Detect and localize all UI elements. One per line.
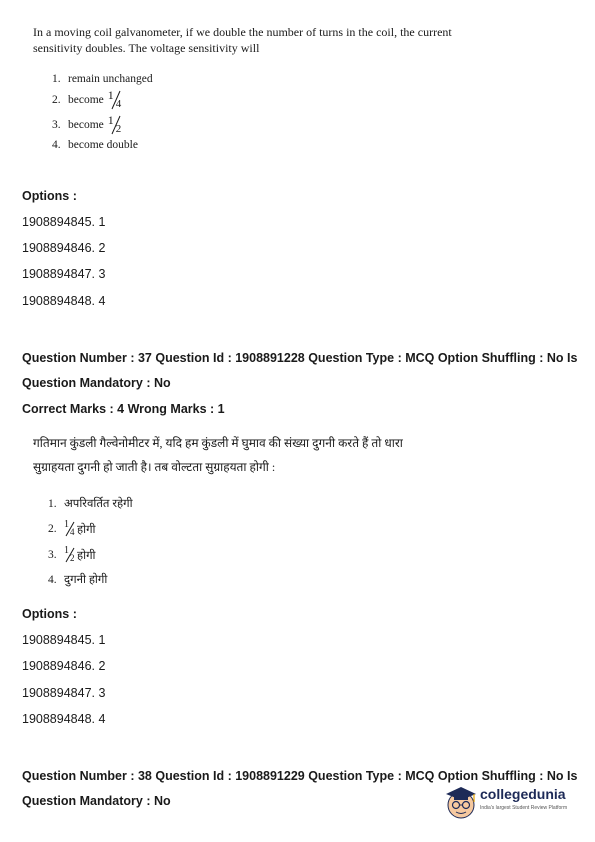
fraction-one-quarter — [107, 88, 125, 112]
fraction-numerator: 1 — [107, 88, 114, 102]
option-id-3: 1908894847. 3 — [22, 267, 106, 281]
question-38-header: Question Number : 38 Question Id : 1908891229 Question Type : MCQ Option Shuffling : No Is — [22, 769, 578, 783]
choice-text: होगी — [77, 549, 96, 562]
q36-choice-1 — [52, 73, 153, 85]
brand-tagline: India's largest Student Review Platform — [480, 805, 568, 811]
fraction-one-quarter — [64, 520, 77, 538]
question-37-marks: Correct Marks : 4 Wrong Marks : 1 — [22, 402, 225, 416]
q37-choice-2 — [48, 520, 96, 538]
choice-number: 3. — [48, 549, 57, 561]
fraction-denominator: 2 — [70, 553, 75, 563]
question-37-line-1: गतिमान कुंडली गैल्वेनोमीटर में, यदि हम कुंडली में घुमाव की संख्या दुगनी करते हैं तो धारा — [33, 436, 403, 450]
question-36-text — [33, 24, 452, 56]
fraction-numerator: 1 — [64, 545, 69, 556]
option-id-3: 1908894847. 3 — [22, 686, 106, 700]
choice-text: होगी — [77, 523, 96, 536]
option-id-2: 1908894846. 2 — [22, 241, 106, 255]
graduate-mascot-icon — [444, 785, 478, 821]
brand-name: collegedunia — [480, 786, 566, 802]
q36-choice-3 — [52, 113, 125, 137]
q36-choice-4 — [52, 139, 138, 151]
fraction-numerator: 1 — [64, 519, 69, 530]
choice-number: 1. — [48, 497, 57, 510]
choice-number: 3. — [52, 119, 61, 131]
option-id-4: 1908894848. 4 — [22, 294, 106, 308]
choice-text: become double — [68, 139, 138, 151]
options-label: Options : — [22, 189, 77, 203]
fraction-numerator: 1 — [107, 113, 114, 127]
choice-number: 2. — [48, 523, 57, 535]
choice-text: become — [68, 94, 104, 106]
option-id-2: 1908894846. 2 — [22, 659, 106, 673]
options-label: Options : — [22, 607, 77, 621]
fraction-denominator: 4 — [70, 527, 75, 537]
option-id-4: 1908894848. 4 — [22, 712, 106, 726]
fraction-denominator: 2 — [115, 123, 122, 135]
fraction-one-half — [64, 546, 77, 564]
option-id-1: 1908894845. 1 — [22, 633, 106, 647]
question-38-mandatory: Question Mandatory : No — [22, 794, 171, 808]
q36-choice-2 — [52, 88, 125, 112]
choice-number: 1. — [52, 73, 61, 85]
option-id-1: 1908894845. 1 — [22, 215, 106, 229]
q37-choice-1 — [48, 496, 133, 511]
choice-number: 4. — [52, 139, 61, 151]
choice-text: दुगनी होगी — [64, 574, 108, 586]
fraction-one-half — [107, 113, 125, 137]
collegedunia-logo — [444, 783, 584, 823]
question-37-mandatory: Question Mandatory : No — [22, 376, 171, 390]
q37-choice-4 — [48, 572, 107, 587]
question-36-line-2: sensitivity doubles. The voltage sensitivity will — [33, 41, 260, 55]
question-37-header: Question Number : 37 Question Id : 1908891228 Question Type : MCQ Option Shuffling : No Is — [22, 351, 578, 365]
choice-text: अपरिवर्तित रहेगी — [64, 498, 133, 510]
choice-number: 2. — [52, 94, 61, 106]
fraction-denominator: 4 — [115, 98, 122, 110]
choice-text: remain unchanged — [68, 73, 153, 85]
question-37-line-2: सुग्राहयता दुगनी हो जाती है। तब वोल्टता सुग्राहयता होगी : — [33, 460, 276, 474]
choice-number: 4. — [48, 573, 57, 586]
choice-text: become — [68, 119, 104, 131]
q37-choice-3 — [48, 546, 96, 564]
question-37-text — [33, 431, 403, 479]
question-36-line-1: In a moving coil galvanometer, if we double the number of turns in the coil, the current — [33, 25, 452, 39]
